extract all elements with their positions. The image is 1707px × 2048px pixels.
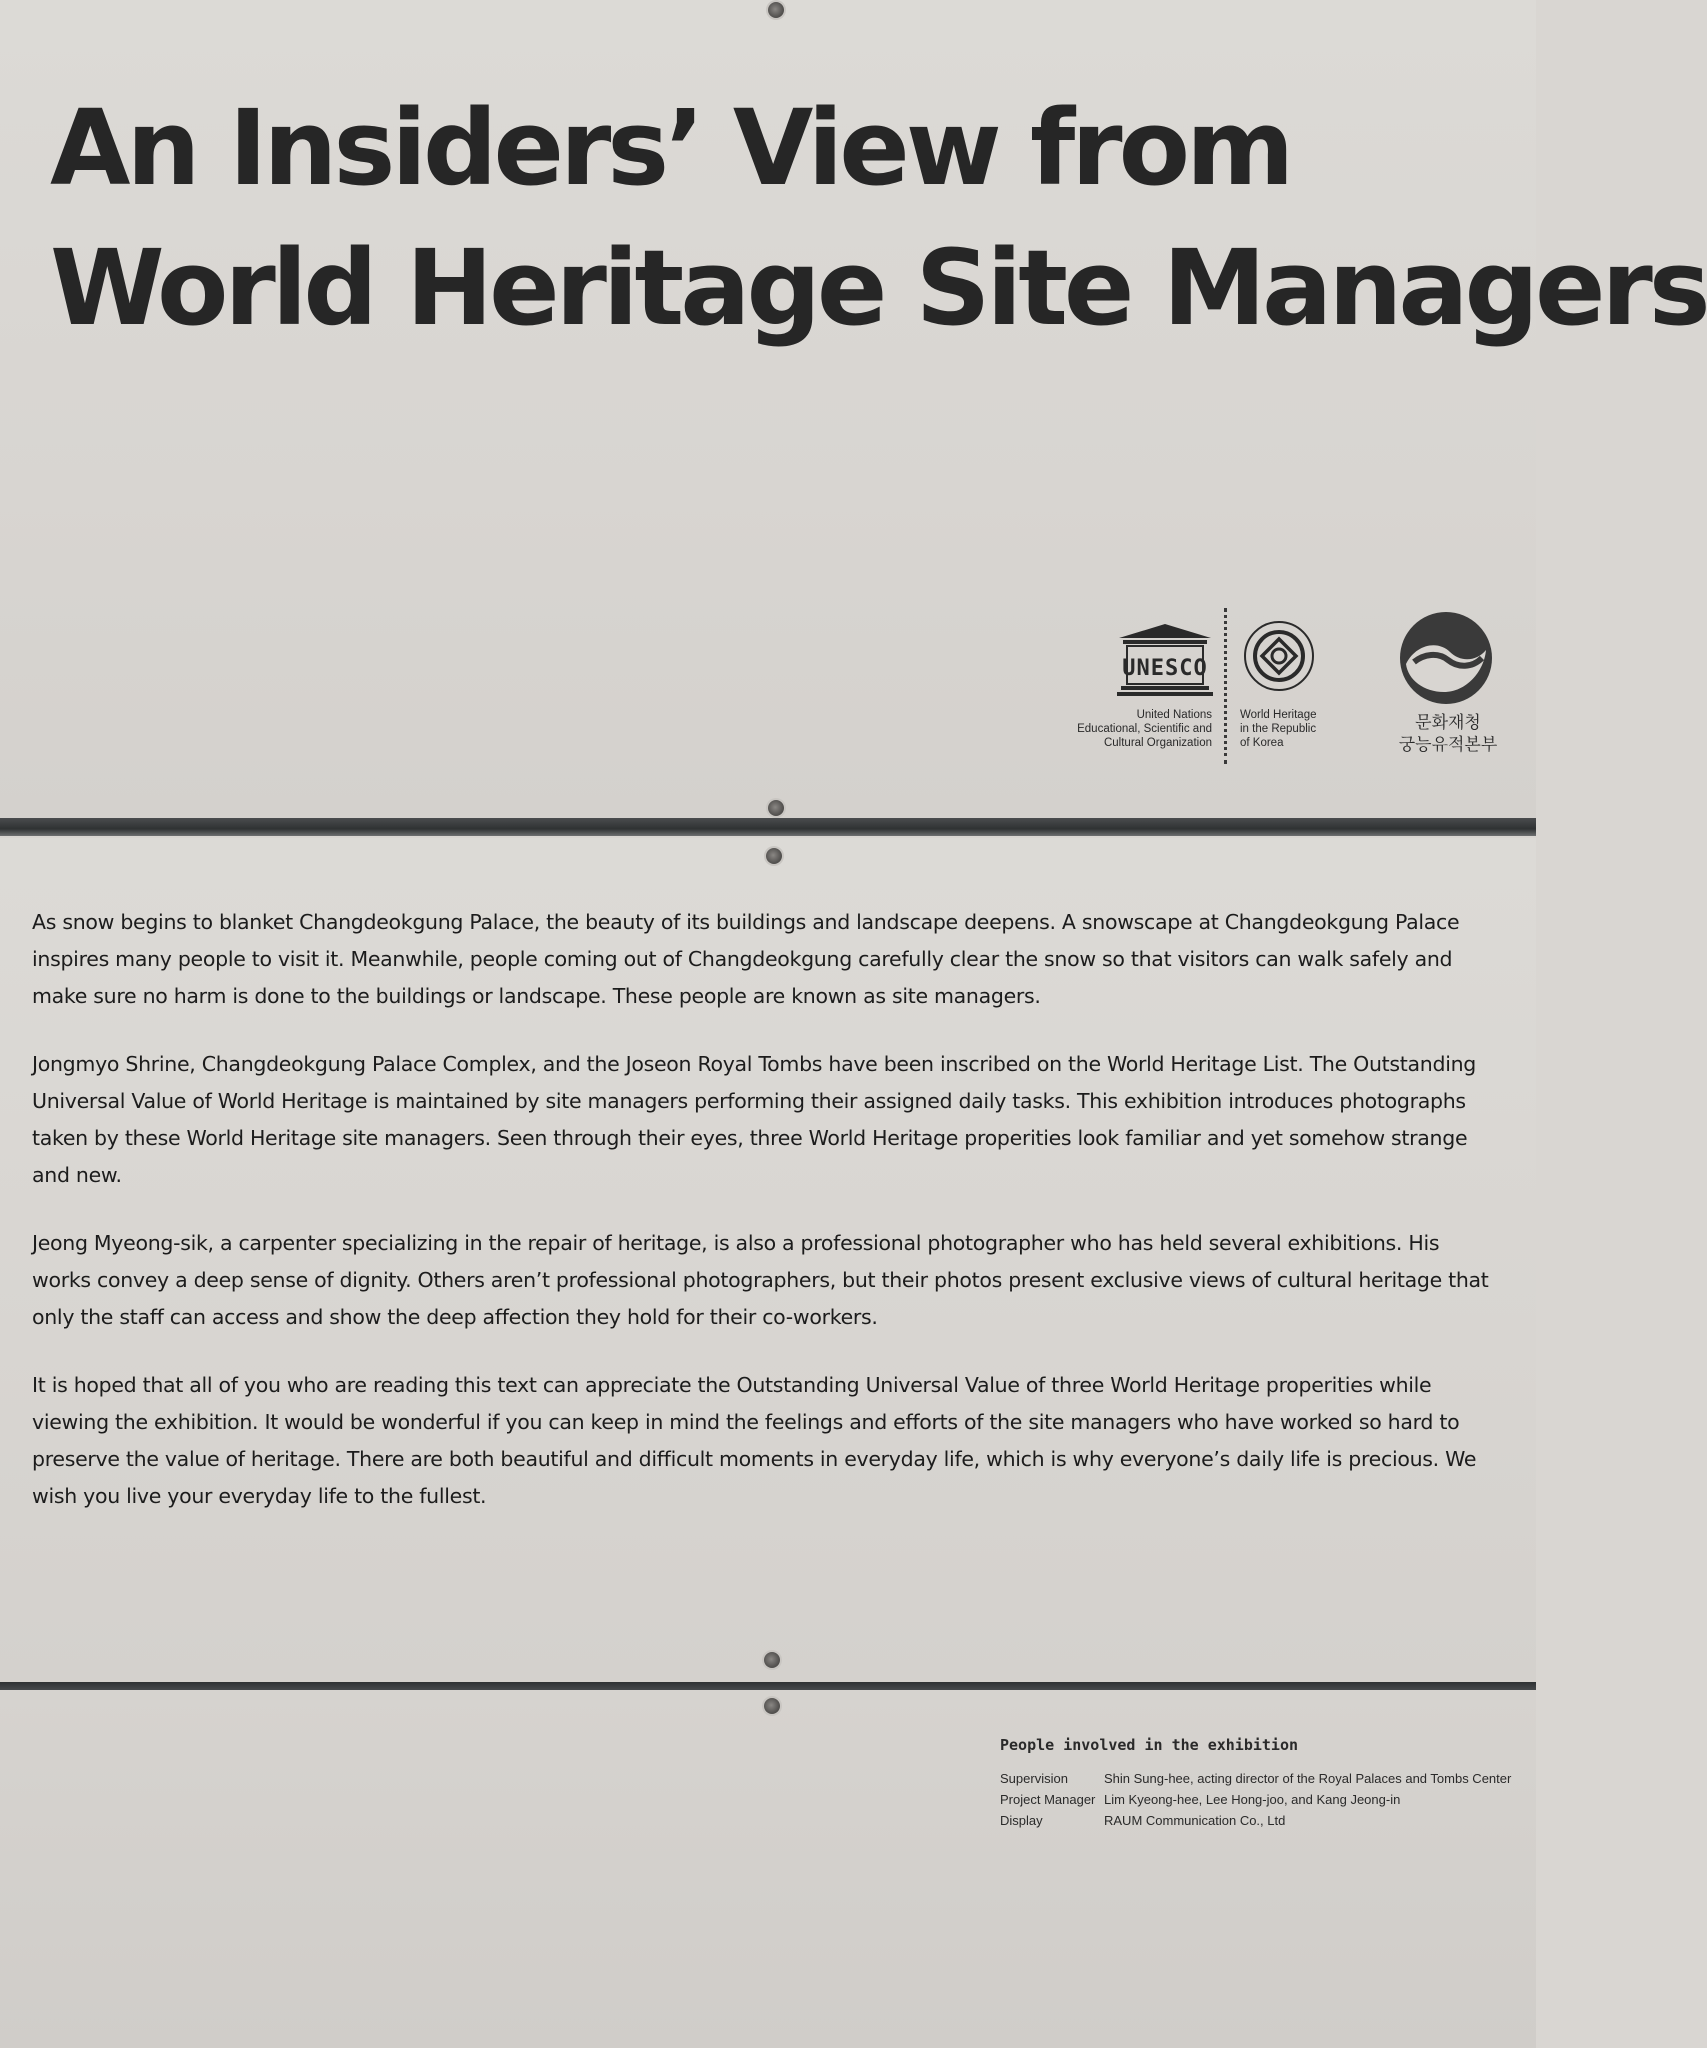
unesco-caption xyxy=(1040,708,1212,750)
screw-icon xyxy=(768,800,784,816)
title-line-1: An Insiders’ View from xyxy=(50,87,1291,209)
world-heritage-emblem-icon xyxy=(1243,620,1315,692)
screw-icon xyxy=(764,1698,780,1714)
unesco-wordmark: UNESCO xyxy=(1122,656,1208,681)
credit-row xyxy=(1000,1789,1520,1810)
credits-heading: People involved in the exhibition xyxy=(1000,1736,1299,1754)
cultural-heritage-administration-caption xyxy=(1380,712,1516,756)
world-heritage-caption-line: in the Republic xyxy=(1240,723,1317,735)
paragraph: Jongmyo Shrine, Changdeokgung Palace Complex, and the Joseon Royal Tombs have been inscribed on the World Heritage List. The Outstanding Universal Value of World Heritage is maintained by site managers performing their assigned daily tasks. This exhibition introduces photographs taken by these World Heritage site managers. Seen through their eyes, three World Heritage properities look familiar and yet somehow strange and new. xyxy=(32,1052,1476,1187)
paragraph: It is hoped that all of you who are reading this text can appreciate the Outstanding Universal Value of three World Heritage properities while viewing the exhibition. It would be wonderful if you can keep in mind the feelings and efforts of the site managers who have worked so hard to preserve the value of heritage. There are both beautiful and difficult moments in everyday life, which is why everyone’s daily life is precious. We wish you live your everyday life to the fullest. xyxy=(32,1373,1477,1508)
cha-caption-line: 궁능유적본부 xyxy=(1398,735,1498,755)
credit-value: RAUM Communication Co., Ltd xyxy=(1104,1813,1286,1828)
cha-caption-line: 문화재청 xyxy=(1415,713,1481,733)
screw-icon xyxy=(764,1652,780,1668)
cultural-heritage-administration-emblem-icon xyxy=(1398,610,1494,706)
credit-value: Lim Kyeong-hee, Lee Hong-joo, and Kang Jeong-in xyxy=(1104,1792,1401,1807)
title-line-2: World Heritage Site Managers xyxy=(50,227,1707,349)
exhibition-credits xyxy=(1000,1736,1520,1831)
exhibition-introduction xyxy=(32,904,1504,1546)
screw-icon xyxy=(766,848,782,864)
credit-row xyxy=(1000,1810,1520,1831)
logo-divider xyxy=(1224,608,1227,764)
screw-icon xyxy=(768,2,784,18)
credit-role: Project Manager xyxy=(1000,1792,1096,1807)
credit-role: Display xyxy=(1000,1813,1043,1828)
panel-seam xyxy=(0,818,1536,836)
paragraph: Jeong Myeong-sik, a carpenter specializing in the repair of heritage, is also a professional photographer who has held several exhibitions. His works convey a deep sense of dignity. Others aren’t professional photographers, but their photos present exclusive views of cultural heritage that only the staff can access and show the deep affection they hold for their co-workers. xyxy=(32,1231,1489,1329)
unesco-logo-icon xyxy=(1115,622,1215,698)
unesco-caption-line: Cultural Organization xyxy=(1103,737,1212,749)
unesco-caption-line: United Nations xyxy=(1136,709,1212,721)
credit-value: Shin Sung-hee, acting director of the Royal Palaces and Tombs Center xyxy=(1104,1771,1512,1786)
world-heritage-caption xyxy=(1240,708,1350,750)
credit-role: Supervision xyxy=(1000,1771,1068,1786)
world-heritage-caption-line: of Korea xyxy=(1240,737,1284,749)
world-heritage-caption-line: World Heritage xyxy=(1240,709,1317,721)
credit-row xyxy=(1000,1768,1520,1789)
page-title xyxy=(50,78,1707,358)
paragraph: As snow begins to blanket Changdeokgung Palace, the beauty of its buildings and landscape deepens. A snowscape at Changdeokgung Palace inspires many people to visit it. Meanwhile, people coming out of Changdeokgung carefully clear the snow so that visitors can walk safely and make sure no harm is done to the buildings or landscape. These people are known as site managers. xyxy=(32,910,1460,1008)
unesco-caption-line: Educational, Scientific and xyxy=(1077,723,1212,735)
